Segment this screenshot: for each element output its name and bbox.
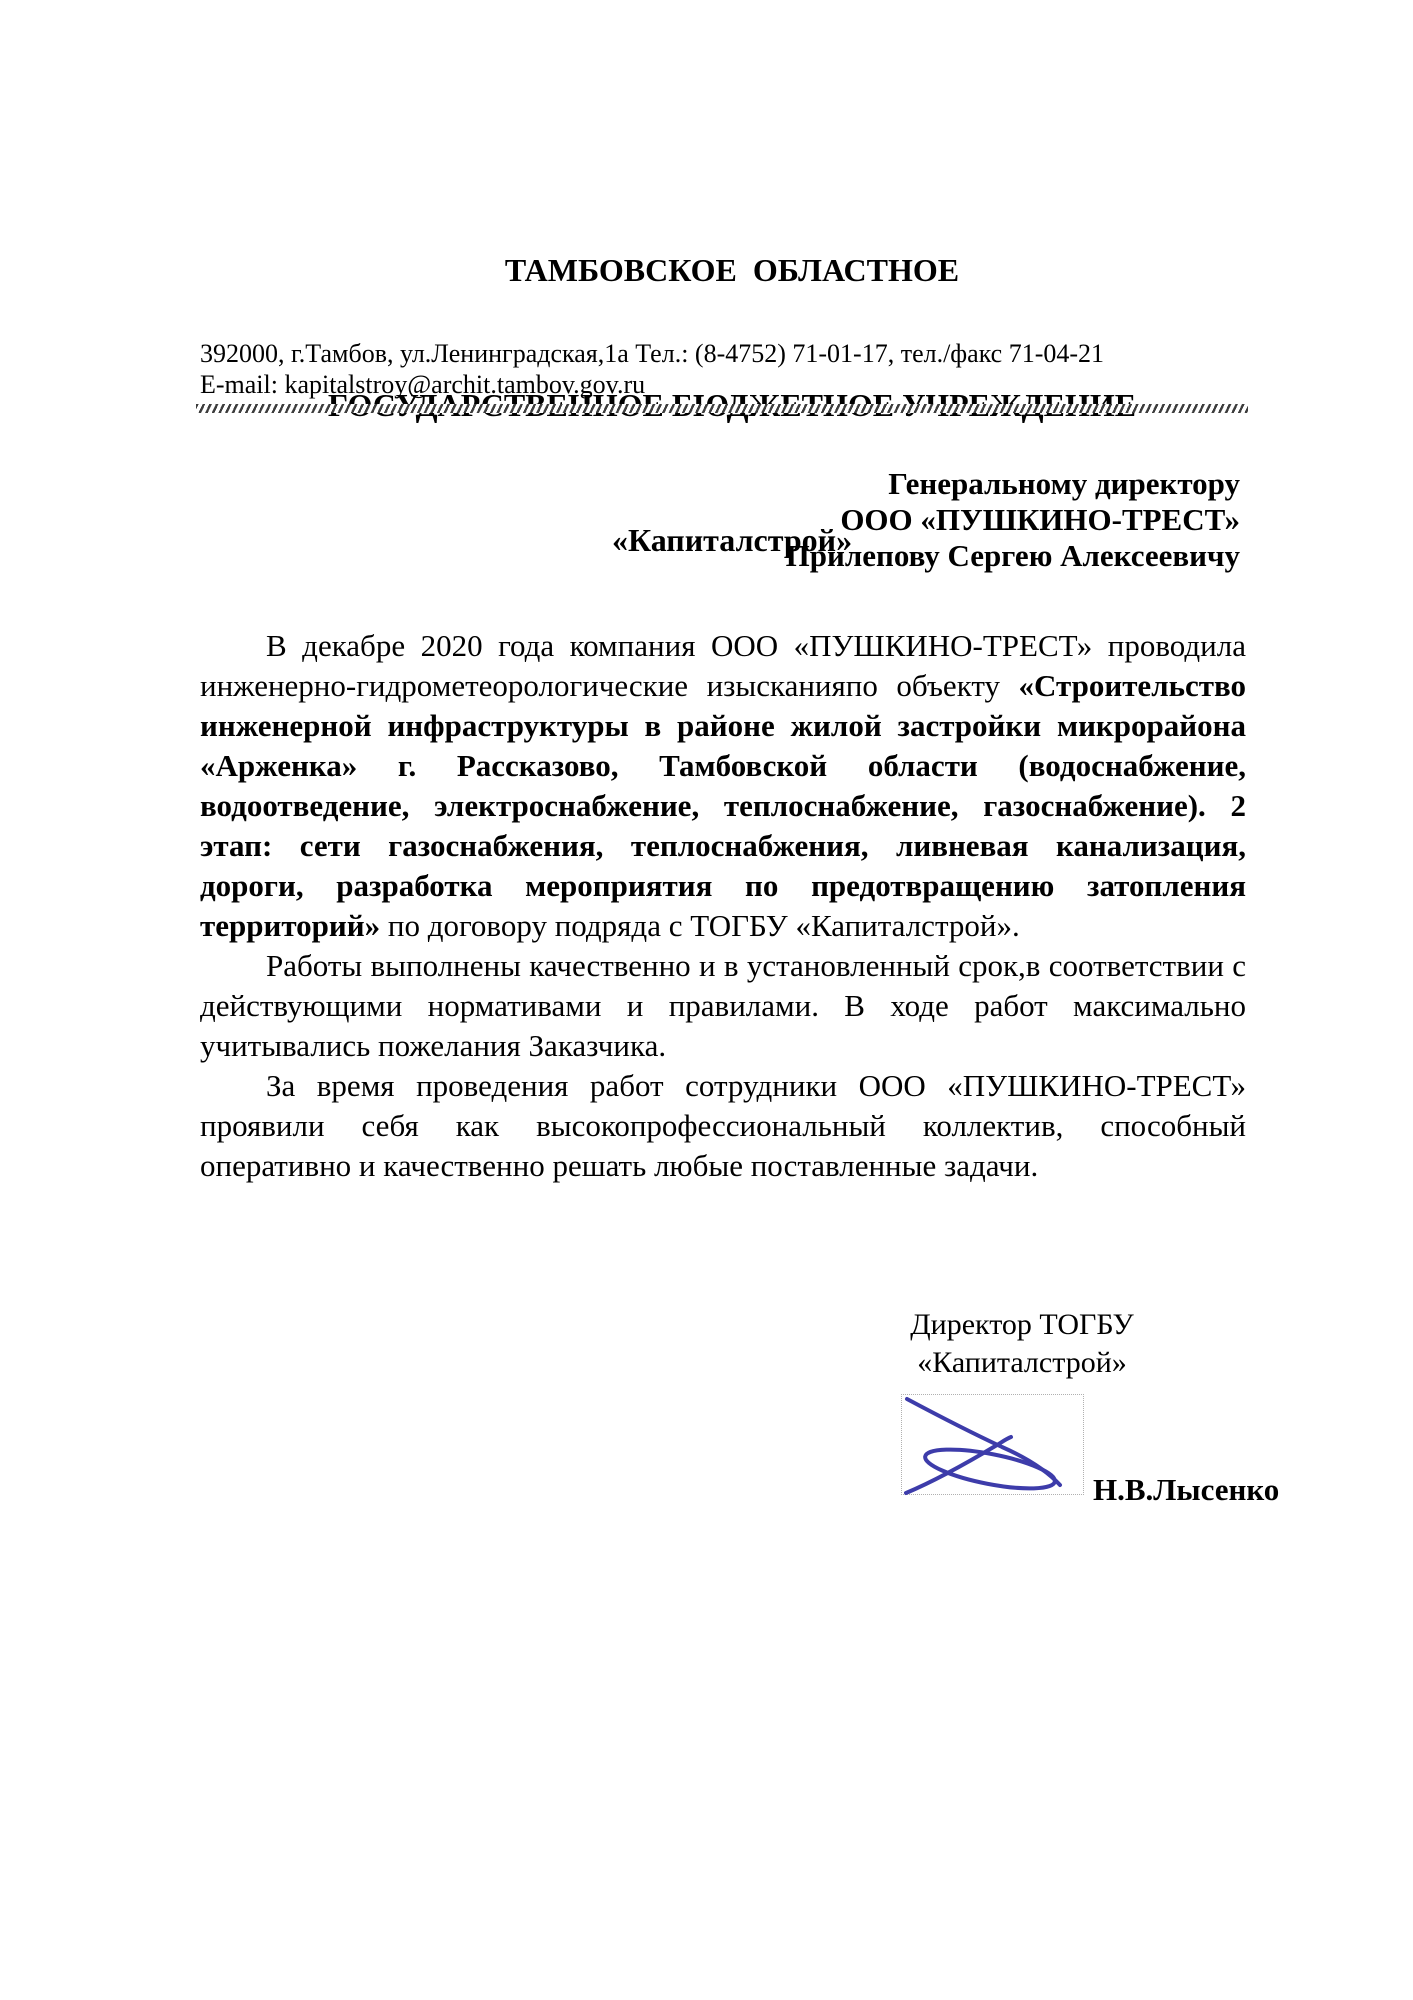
paragraph-1-end: по договору подряда с ТОГБУ «Капиталстрой». — [380, 908, 1020, 943]
signature-icon — [902, 1395, 1083, 1494]
signer-name: Н.В.Лысенко — [1093, 1472, 1280, 1507]
address-phone-line: 392000, г.Тамбов, ул.Ленинградская,1а Тел.: (8-4752) 71-01-17, тел./факс 71-04-21 — [200, 339, 1105, 368]
org-name-line1: ТАМБОВСКОЕ ОБЛАСТНОЕ — [504, 252, 960, 288]
recipient-company: ООО «ПУШКИНО-ТРЕСТ» — [840, 502, 1240, 537]
letter-body — [200, 626, 1246, 1186]
signature-image-box — [901, 1394, 1084, 1495]
email-line: E-mail: kapitalstroy@archit.tambov.gov.ru — [200, 370, 646, 399]
org-name-line3: «Капиталстрой» — [611, 522, 853, 558]
signoff-title-line2: «Капиталстрой» — [917, 1346, 1127, 1379]
paragraph-1 — [200, 626, 1246, 946]
recipient-position: Генеральному директору — [888, 466, 1240, 501]
paragraph-1-bold-object: «Строительство инженерной инфраструктуры в районе жилой застройки микрорайона «Арженка» г. Рассказово, Тамбовской области (водоснабжение, водоотведение, электроснабжение, теплоснабжение, газоснабжение). 2 этап: сети газоснабжения, теплоснабжения, ливневая канализация, дороги, разработка мероприятия по предотвращению затопления территорий» — [200, 668, 1246, 943]
paragraph-1-start: В декабре 2020 года компания ООО «ПУШКИНО-ТРЕСТ» проводила инженерно-гидрометеорологические изысканияпо объекту — [200, 628, 1246, 703]
hatched-divider — [196, 404, 1248, 413]
signoff-title — [772, 1306, 1272, 1382]
recipient-person: Прилепову Сергею Алексеевичу — [785, 538, 1240, 573]
paragraph-2: Работы выполнены качественно и в установленный срок,в соответствии с действующими нормативами и правилами. В ходе работ максимально учитывались пожелания Заказчика. — [200, 948, 1246, 1063]
signoff-title-line1: Директор ТОГБУ — [910, 1308, 1134, 1341]
paragraph-3: За время проведения работ сотрудники ООО «ПУШКИНО-ТРЕСТ» проявили себя как высокопрофессиональный коллектив, способный оперативно и качественно решать любые поставленные задачи. — [200, 1068, 1246, 1183]
contacts-block — [200, 338, 1180, 400]
recipient-block — [760, 466, 1240, 574]
